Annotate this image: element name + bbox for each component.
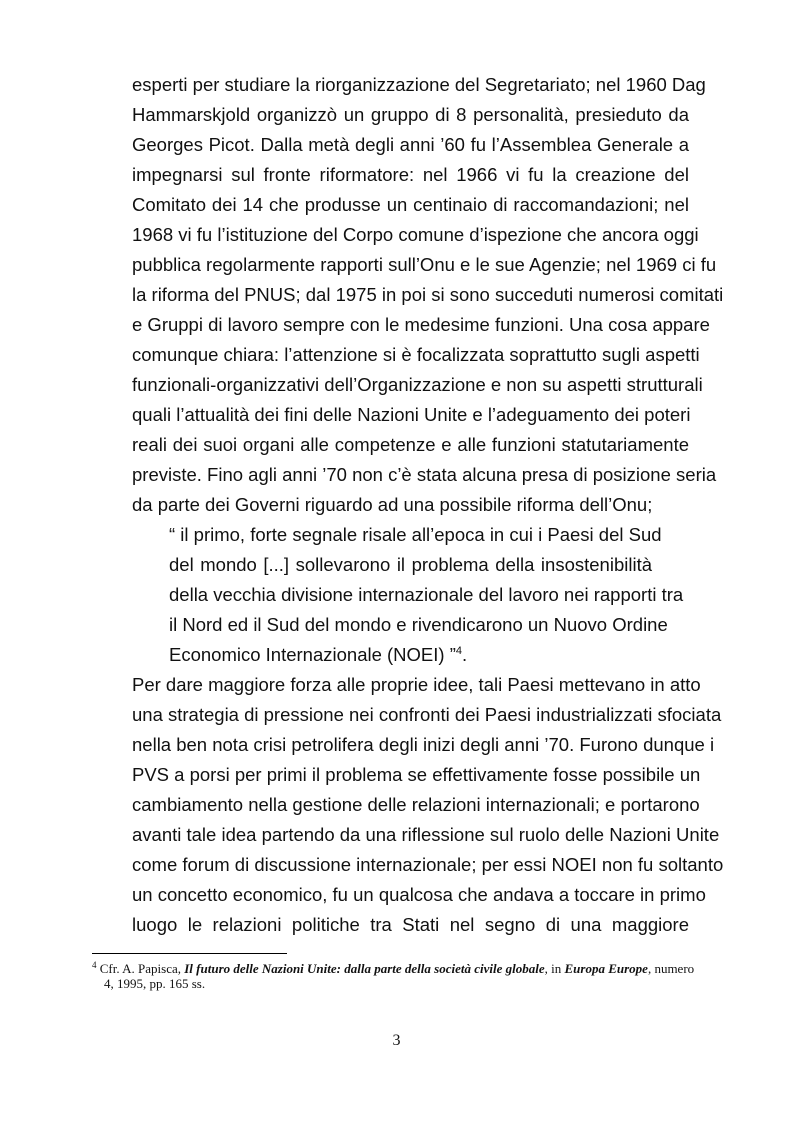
body-line: pubblica regolarmente rapporti sull’Onu e le sue Agenzie; nel 1969 ci fu: [132, 254, 717, 275]
body-line: Per dare maggiore forza alle proprie idee, tali Paesi mettevano in atto: [132, 674, 701, 695]
footnote-line-2: 4, 1995, pp. 165 ss.: [104, 976, 206, 991]
quote-end: .: [462, 644, 468, 665]
body-line: Hammarskjold organizzò un gruppo di 8 personalità, presieduto da: [132, 104, 689, 125]
footnote-journal: Europa Europe: [564, 961, 648, 976]
body-line: una strategia di pressione nei confronti dei Paesi industrializzati sfociata: [132, 704, 722, 725]
footnote-prefix: Cfr. A. Papisca,: [96, 961, 185, 976]
quote-last-line: [169, 644, 652, 666]
page-number: 3: [392, 1032, 401, 1049]
body-line: da parte dei Governi riguardo ad una possibile riforma dell’Onu;: [132, 494, 653, 515]
body-line: un concetto economico, fu un qualcosa che andava a toccare in primo: [132, 884, 706, 905]
footnote-title: Il futuro delle Nazioni Unite: dalla parte della società civile globale: [184, 961, 545, 976]
body-line: Comitato dei 14 che produsse un centinaio di raccomandazioni; nel: [132, 194, 689, 215]
quote-line: del mondo [...] sollevarono il problema della insostenibilità: [169, 554, 652, 575]
body-line: Georges Picot. Dalla metà degli anni ’60 fu l’Assemblea Generale a: [132, 134, 689, 155]
footnote-middle: , in: [544, 961, 565, 976]
quote-line: il Nord ed il Sud del mondo e rivendicarono un Nuovo Ordine: [169, 614, 668, 635]
body-line: esperti per studiare la riorganizzazione del Segretariato; nel 1960 Dag: [132, 74, 706, 95]
body-line: nella ben nota crisi petrolifera degli inizi degli anni ’70. Furono dunque i: [132, 734, 715, 755]
body-line: funzionali-organizzativi dell’Organizzazione e non su aspetti strutturali: [132, 374, 703, 395]
body-line: la riforma del PNUS; dal 1975 in poi si sono succeduti numerosi comitati: [132, 284, 724, 305]
body-line: avanti tale idea partendo da una riflessione sul ruolo delle Nazioni Unite: [132, 824, 720, 845]
body-line: impegnarsi sul fronte riformatore: nel 1966 vi fu la creazione del: [132, 164, 689, 185]
body-line: e Gruppi di lavoro sempre con le medesime funzioni. Una cosa appare: [132, 314, 710, 335]
body-line: comunque chiara: l’attenzione si è focalizzata soprattutto sugli aspetti: [132, 344, 700, 365]
body-line: reali dei suoi organi alle competenze e alle funzioni statutariamente: [132, 434, 689, 455]
footnote-suffix: , numero: [647, 961, 695, 976]
footnote-divider: [92, 953, 287, 954]
body-line: 1968 vi fu l’istituzione del Corpo comune d’ispezione che ancora oggi: [132, 224, 699, 245]
footnote-line-1: [92, 961, 694, 977]
quote-last-text: Economico Internazionale (NOEI) ”: [169, 644, 456, 665]
body-line: luogo le relazioni politiche tra Stati nel segno di una maggiore: [132, 914, 689, 935]
quote-line: della vecchia divisione internazionale del lavoro nei rapporti tra: [169, 584, 684, 605]
body-line: PVS a porsi per primi il problema se effettivamente fosse possibile un: [132, 764, 701, 785]
footnote-ref[interactable]: 4: [455, 645, 462, 657]
body-line: previste. Fino agli anni ’70 non c’è stata alcuna presa di posizione seria: [132, 464, 717, 485]
body-line: cambiamento nella gestione delle relazioni internazionali; e portarono: [132, 794, 700, 815]
quote-line: “ il primo, forte segnale risale all’epoca in cui i Paesi del Sud: [169, 524, 662, 545]
footnote-number: 4: [92, 960, 97, 970]
body-line: quali l’attualità dei fini delle Nazioni Unite e l’adeguamento dei poteri: [132, 404, 691, 425]
body-line: come forum di discussione internazionale; per essi NOEI non fu soltanto: [132, 854, 724, 875]
